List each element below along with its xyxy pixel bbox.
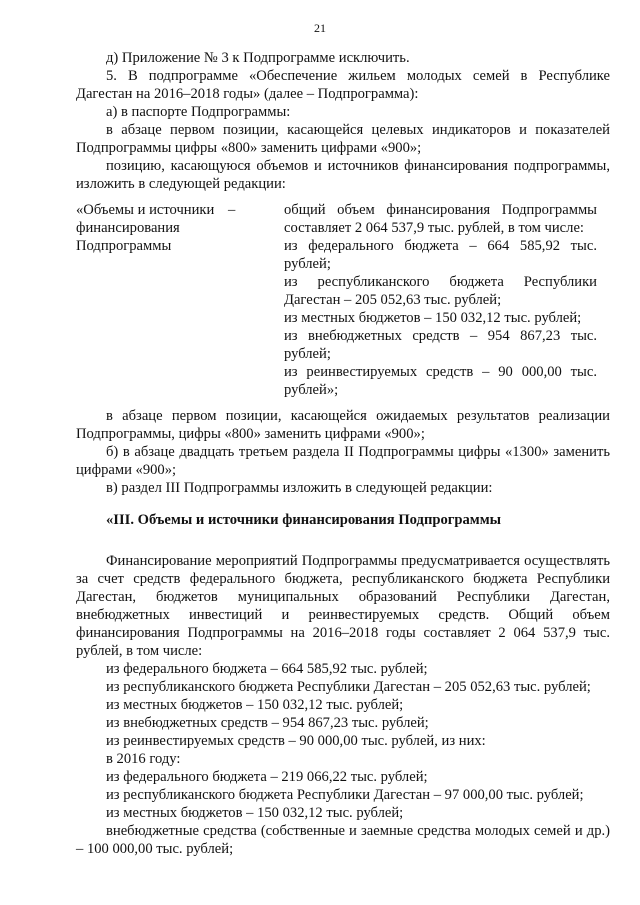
table-value-item: из местных бюджетов – 150 032,12 тыс. рублей; bbox=[284, 310, 582, 326]
table-value-item: из республиканского бюджета Республики Дагестан – 205 052,63 тыс. рублей; bbox=[284, 274, 597, 308]
table-label-line: финансирования bbox=[76, 220, 180, 236]
funding-line: из местных бюджетов – 150 032,12 тыс. рублей; bbox=[106, 697, 404, 713]
page-number: 21 bbox=[314, 21, 326, 35]
document-body bbox=[76, 49, 610, 858]
paragraph-funding-position: позицию, касающуюся объемов и источников финансирования подпрограммы, изложить в следующей редакции: bbox=[76, 158, 610, 192]
table-label-line: «Объемы и источники bbox=[76, 202, 215, 218]
funding-line: из федерального бюджета – 219 066,22 тыс. рублей; bbox=[106, 769, 428, 785]
paragraph-financing-intro: Финансирование мероприятий Подпрограммы предусматривается осуществлять за счет средств федерального бюджета, республиканского бюджета Республики Дагестан, бюджетов муниципальных образований Республики Дагестан, внебюджетных инвестиций и реинвестируемых средств. Общий объем финансирования Подпрограммы на 2016–2018 годы составляет 2 064 537,9 тыс. рублей, в том числе: bbox=[76, 553, 610, 659]
paragraph-a-passport: а) в паспорте Подпрограммы: bbox=[106, 104, 291, 120]
spacer bbox=[76, 529, 610, 552]
paragraph-item-5: 5. В подпрограмме «Обеспечение жильем молодых семей в Республике Дагестан на 2016–2018 годы» (далее – Подпрограмма): bbox=[76, 68, 610, 102]
funding-line: из республиканского бюджета Республики Дагестан – 205 052,63 тыс. рублей; bbox=[106, 679, 591, 695]
paragraph-d-appendix: д) Приложение № 3 к Подпрограмме исключить. bbox=[106, 50, 410, 66]
funding-line: из внебюджетных средств – 954 867,23 тыс. рублей; bbox=[106, 715, 429, 731]
funding-line: из республиканского бюджета Республики Дагестан – 97 000,00 тыс. рублей; bbox=[106, 787, 584, 803]
paragraph-v-section-3: в) раздел III Подпрограммы изложить в следующей редакции: bbox=[106, 480, 493, 496]
table-dash: – bbox=[228, 202, 236, 218]
table-value-item: из внебюджетных средств – 954 867,23 тыс. рублей; bbox=[284, 328, 597, 362]
funding-line: из местных бюджетов – 150 032,12 тыс. рублей; bbox=[106, 805, 404, 821]
section-heading: «III. Объемы и источники финансирования Подпрограммы bbox=[106, 512, 502, 528]
table-value-item: общий объем финансирования Подпрограммы составляет 2 064 537,9 тыс. рублей, в том числе: bbox=[284, 202, 597, 236]
year-line: в 2016 году: bbox=[106, 751, 181, 767]
paragraph-indicators: в абзаце первом позиции, касающейся целевых индикаторов и показателей Подпрограммы цифры «800» заменить цифрами «900»; bbox=[76, 122, 610, 156]
funding-table-values bbox=[282, 201, 597, 399]
funding-table-label bbox=[76, 201, 228, 399]
funding-table bbox=[76, 201, 610, 399]
funding-line: из федерального бюджета – 664 585,92 тыс. рублей; bbox=[106, 661, 428, 677]
funding-line: внебюджетные средства (собственные и заемные средства молодых семей и др.) – 100 000,00 тыс. рублей; bbox=[76, 823, 610, 857]
table-value-item: из реинвестируемых средств – 90 000,00 тыс. рублей»; bbox=[284, 364, 597, 398]
paragraph-b-section-2: б) в абзаце двадцать третьем раздела II Подпрограммы цифры «1300» заменить цифрами «900»; bbox=[76, 444, 610, 478]
funding-line: из реинвестируемых средств – 90 000,00 тыс. рублей, из них: bbox=[106, 733, 486, 749]
table-label-line: Подпрограммы bbox=[76, 238, 172, 254]
paragraph-expected-results: в абзаце первом позиции, касающейся ожидаемых результатов реализации Подпрограммы, цифры «800» заменить цифрами «900»; bbox=[76, 408, 610, 442]
table-value-item: из федерального бюджета – 664 585,92 тыс. рублей; bbox=[284, 238, 597, 272]
